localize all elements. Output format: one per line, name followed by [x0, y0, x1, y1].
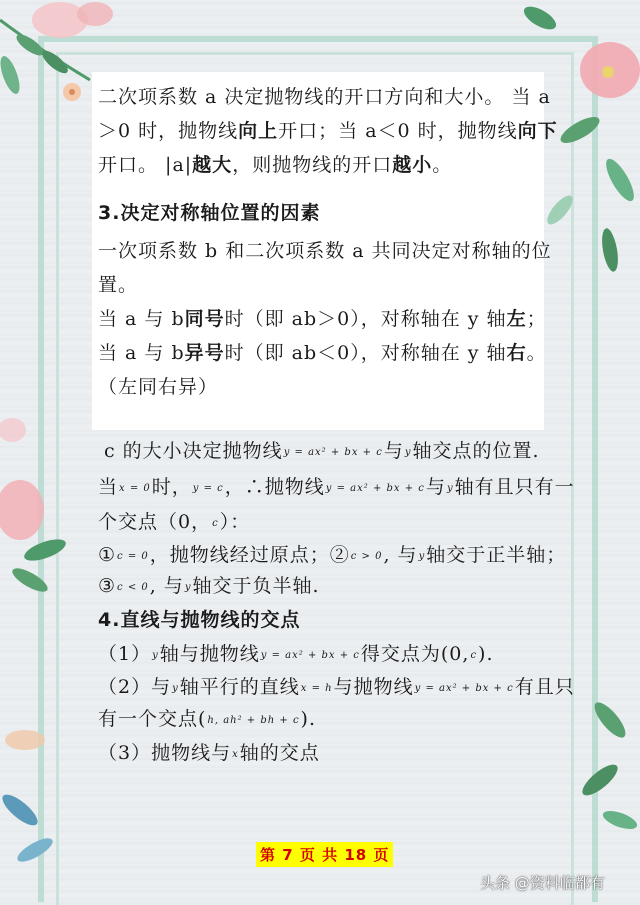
flower-left-middle-icon [0, 410, 80, 610]
text-line: 有一个交点(h, ah² + bh + c). [98, 708, 316, 730]
flower-bottom-left-icon [0, 700, 70, 905]
page-number: 第 7 页 共 18 页 [256, 842, 393, 867]
text-line: 当x = 0时，y = c，∴抛物线y = ax² + bx + c与y轴有且只有一 [98, 476, 575, 498]
text-line: （1）y轴与抛物线y = ax² + bx + c得交点为(0,c). [98, 643, 494, 665]
text-line: 置。 [98, 274, 139, 296]
text-line: （左同右异） [98, 376, 219, 398]
text-line: ①c = 0，抛物线经过原点；②c > 0, 与y轴交于正半轴； [98, 544, 567, 566]
small-flower-icon [60, 80, 84, 104]
text-line: 开口。 |a|越大，则抛物线的开口越小。 [98, 154, 453, 176]
text-line: 当 a 与 b同号时（即 ab＞0），对称轴在 y 轴左； [98, 308, 547, 330]
text-line: c 的大小决定抛物线y = ax² + bx + c与y轴交点的位置. [104, 440, 540, 462]
text-line: 当 a 与 b异号时（即 ab＜0），对称轴在 y 轴右。 [98, 342, 547, 364]
text-line: 个交点（0，c）： [98, 511, 251, 533]
flower-bottom-right-icon [560, 680, 640, 860]
section-heading: 4.直线与抛物线的交点 [98, 609, 301, 631]
text-line: 二次项系数 a 决定抛物线的开口方向和大小。 当 a [98, 86, 551, 108]
text-line: （2）与y轴平行的直线x = h与抛物线y = ax² + bx + c有且只 [98, 676, 575, 698]
text-line: ＞0 时，抛物线向上开口；当 a＜0 时，抛物线向下 [98, 120, 558, 142]
text-line: ③c < 0, 与y轴交于负半轴. [98, 575, 320, 597]
section-heading: 3.决定对称轴位置的因素 [98, 202, 321, 224]
text-line: （3）抛物线与x轴的交点 [98, 742, 320, 764]
watermark: 头条 @资料临都有 [480, 874, 605, 892]
text-line: 一次项系数 b 和二次项系数 a 共同决定对称轴的位 [98, 240, 552, 262]
